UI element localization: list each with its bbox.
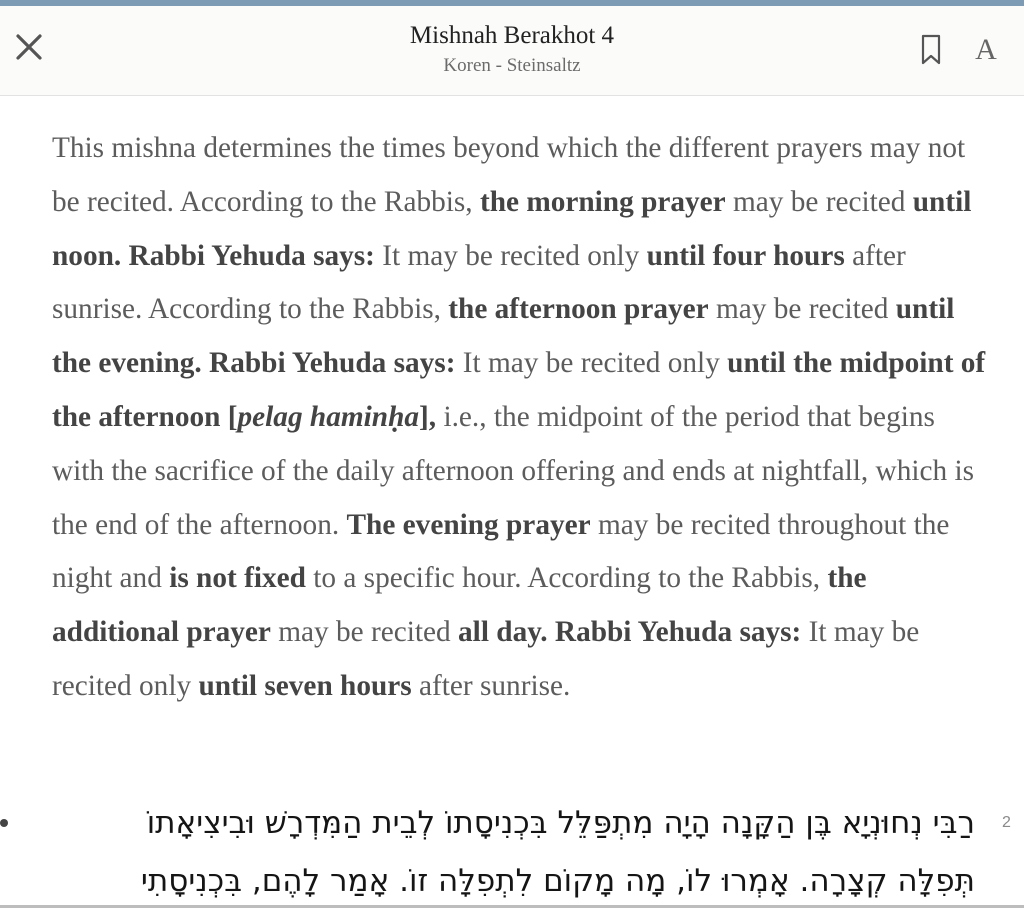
font-size-button[interactable]: A [975, 33, 997, 66]
commentary-text: i.e., the midpoint of the period that begins with the sacrifice of the daily afternoon offering and ends at nightfall, which is the end of the afternoon. [52, 400, 975, 541]
commentary-emphasis: until four hours [646, 239, 845, 272]
title-block [262, 20, 762, 79]
commentary-emphasis: the morning prayer [479, 185, 726, 218]
commentary-emphasis: until the evening. Rabbi Yehuda says: [52, 293, 955, 380]
translation-subtitle: Koren - Steinsaltz [443, 55, 581, 76]
commentary-text: after sunrise. [411, 669, 571, 702]
commentary-text: It may be recited only [374, 239, 647, 272]
commentary-emphasis: is not fixed [169, 562, 306, 595]
commentary-emphasis: all day. Rabbi Yehuda says: [458, 616, 802, 649]
commentary-text: may be recited [725, 185, 913, 218]
bookmark-icon [916, 32, 946, 68]
commentary-emphasis: the additional prayer [52, 562, 867, 649]
commentary-emphasis: until noon. Rabbi Yehuda says: [52, 185, 972, 272]
commentary-text: to a specific hour. According to the Rabbis, [305, 562, 828, 595]
page-title: Mishnah Berakhot 4 [409, 22, 615, 49]
hebrew-line: תְּפִלָּה קְצָרָה. אָמְרוּ לוֹ, מָה מָקוֹם לִתְפִלָּה זוֹ. אָמַר לָהֶם, בִּכְנִיסָתִי [140, 863, 975, 899]
commentary-text: This mishna determines the times beyond which the different prayers may not be recited. According to the Rabbis, [52, 132, 966, 218]
commentary-emphasis: pelag haminḥa [237, 400, 420, 433]
commentary-emphasis: the afternoon prayer [448, 293, 709, 326]
commentary-emphasis: The evening prayer [346, 508, 591, 541]
commentary-emphasis: until seven hours [198, 669, 412, 702]
commentary-text: may be recited [708, 293, 896, 326]
hebrew-line: רַבִּי נְחוּנְיָא בֶּן הַקָּנָה הָיָה מִתְפַּלֵּל בִּכְנִיסָתוֹ לְבֵית הַמִּדְרָשׁ וּבִיצִיאָתוֹ [146, 805, 975, 841]
commentary-text: It may be recited only [455, 347, 728, 380]
segment-marker-dot [0, 819, 8, 827]
commentary-emphasis: ], [419, 400, 437, 433]
reader-header [0, 6, 1024, 96]
bookmark-button[interactable] [916, 32, 946, 68]
close-button[interactable] [10, 28, 50, 68]
commentary-paragraph [52, 122, 987, 714]
close-icon [10, 28, 50, 68]
commentary-emphasis: until the midpoint of the afternoon [ [52, 347, 986, 433]
commentary-text: after sunrise. According to the Rabbis, [52, 239, 906, 326]
commentary-text: It may be recited only [52, 616, 920, 702]
segment-number: 2 [1002, 814, 1011, 831]
commentary-text: may be recited [270, 616, 459, 649]
hebrew-segment[interactable] [40, 794, 975, 910]
commentary-text: may be recited throughout the night and [52, 508, 950, 595]
